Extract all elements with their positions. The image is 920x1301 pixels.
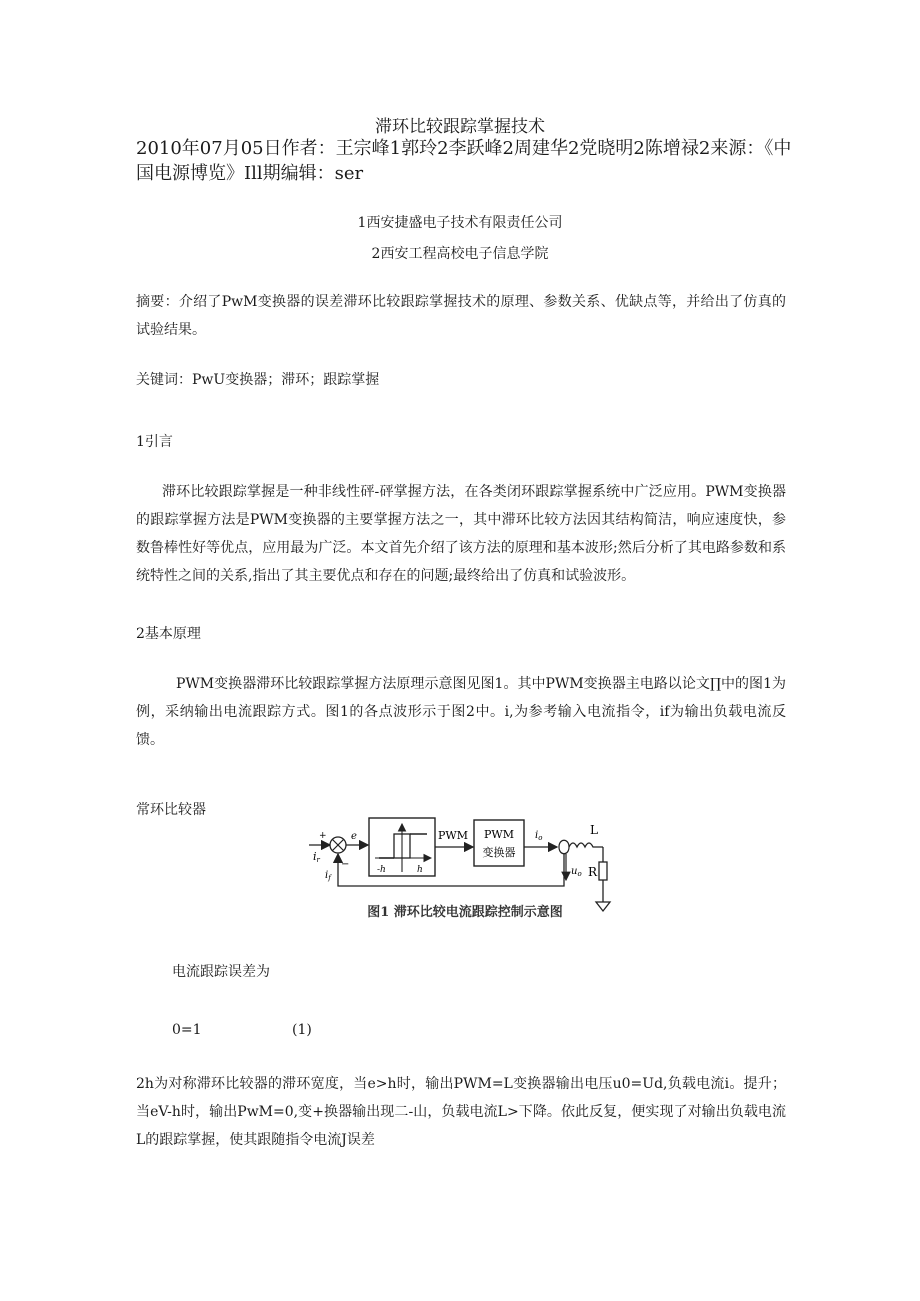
inductor-label: L [590,823,598,837]
paper-title: 滞环比较跟踪掌握技术 [375,117,545,137]
section-1-heading: 1引言 [136,434,173,450]
pwm-converter-block [474,820,524,866]
minus-sign: − [341,859,350,870]
inductor [569,843,603,847]
plus-sign: + [319,831,327,841]
current-sensor [559,840,569,854]
pwm-block-line2: 变换器 [482,846,516,859]
closing-paragraph: 2h为对称滞环比较器的滞环宽度，当e>h时，输出PWM=L变换器输出电压u0=Ud,负载电流i。提升；当eV-h时，输出PwM=0,变+换器输出现二-山，负载电流L>下降。依此反复，便实现了对输出负载电流L的跟踪掌握，使其跟随指令电流J误差 [136,1076,786,1148]
figure-label: 常环比较器 [136,802,206,818]
output-current-label: $i_o$ [535,830,543,842]
pwm-signal-label: PWM [438,829,468,842]
pwm-block-line1: PWM [484,828,514,841]
resistor [599,862,607,880]
pos-h-label: h [417,865,423,875]
equation: 0=1 [172,1022,202,1038]
ground-icon [596,902,610,911]
byline: 2010年07月05日作者：王宗峰1郭玲2李跃峰2周建华2党晓明2陈增禄2来源：《中国电源博览》Ill期编辑：ser [136,138,792,184]
keywords: 关键词：PwU变换器；滞环；跟踪掌握 [136,372,380,388]
feedback-current-label: $i_f$ [325,870,331,882]
equation-number: (1) [292,1022,312,1038]
affiliation-1: 1西安捷盛电子技术有限责任公司 [357,215,563,231]
summing-junction [330,837,346,853]
resistor-label: R [588,865,598,879]
neg-h-label: -h [377,865,386,875]
section-2-body: PWM变换器滞环比较跟踪掌握方法原理示意图见图1。其中PWM变换器主电路以论文∏中的图1为例，采纳输出电流跟踪方式。图1的各点波形示于图2中。i,为参考输入电流指令，if为输出负载电流反馈。 [136,676,786,748]
output-voltage-label: $u_o$ [571,866,582,878]
affiliation-2: 2西安工程高校电子信息学院 [371,246,549,262]
block-diagram [305,812,625,934]
ref-current-label: ir [313,850,320,864]
section-2-heading: 2基本原理 [136,626,201,642]
section-1-body: 滞环比较跟踪掌握是一种非线性砰-砰掌握方法，在各类闭环跟踪掌握系统中广泛应用。PWM变换器的跟踪掌握方法是PWM变换器的主要掌握方法之一，其中滞环比较方法因其结构简洁，响应速度快，参数鲁棒性好等优点，应用最为广泛。本文首先介绍了该方法的原理和基本波形;然后分析了其电路参数和系统特性之间的关系,指出了其主要优点和存在的问题;最终给出了仿真和试验波形。 [136,484,786,584]
error-label: e [351,831,357,842]
abstract: 摘要：介绍了PwM变换器的误差滞环比较跟踪掌握技术的原理、参数关系、优缺点等，并给出了仿真的试验结果。 [136,294,786,338]
figure-caption: 图1 滞环比较电流跟踪控制示意图 [367,905,563,920]
tracking-error-label: 电流跟踪误差为 [172,964,270,980]
